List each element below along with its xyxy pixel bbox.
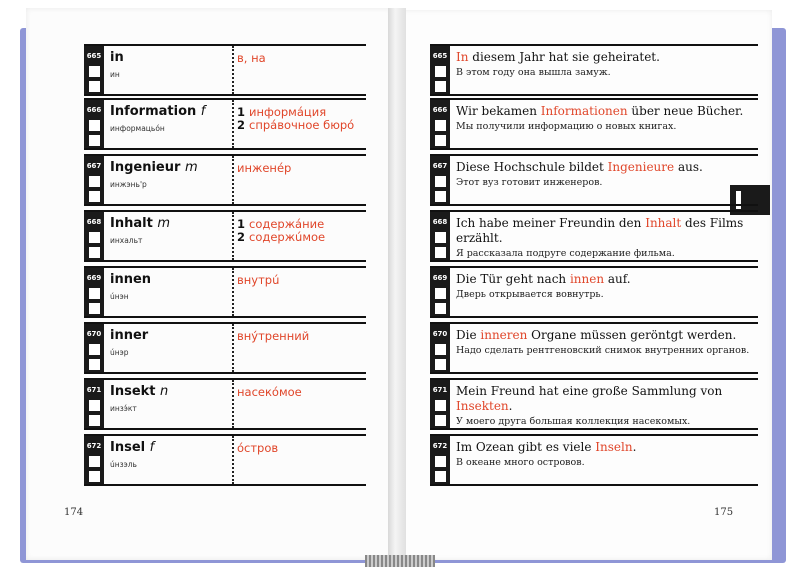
- checkbox[interactable]: [89, 471, 100, 482]
- checkbox[interactable]: [89, 400, 100, 411]
- russian-meaning: [237, 106, 354, 132]
- german-word: innen: [110, 272, 152, 287]
- entry-number-bar: [430, 268, 450, 316]
- checkbox[interactable]: [435, 400, 446, 411]
- russian-sentence: Надо сделать рентгеновский снимок внутренних органов.: [456, 345, 750, 356]
- entry-number-bar: [430, 380, 450, 428]
- word-gender: n: [160, 384, 169, 399]
- dotted-divider: [232, 46, 234, 94]
- russian-sentence: Этот вуз готовит инженеров.: [456, 177, 603, 188]
- checkbox[interactable]: [435, 135, 446, 146]
- checkbox[interactable]: [89, 120, 100, 131]
- german-word: Ingenieur m: [110, 160, 198, 175]
- entry-number: 666: [86, 106, 102, 114]
- book-gutter: [388, 8, 406, 563]
- meaning-line: в, на: [237, 51, 266, 65]
- highlighted-word: Informationen: [540, 104, 628, 118]
- german-sentence: Wir bekamen Informationen über neue Bücher. Мы получили информацию о новых книгах.: [456, 104, 756, 133]
- entry-number-bar: [430, 212, 450, 260]
- german-word: Inhalt m: [110, 216, 170, 231]
- entry-number-bar: [430, 156, 450, 204]
- russian-sentence: В этом году она вышла замуж.: [456, 67, 611, 78]
- entry-number: 671: [432, 386, 448, 394]
- checkbox[interactable]: [435, 303, 446, 314]
- german-word: in: [110, 50, 124, 65]
- entry-number: 668: [86, 218, 102, 226]
- entry-number-bar: [84, 324, 104, 372]
- transliteration: инзэ́кт: [110, 404, 137, 413]
- checkbox[interactable]: [435, 120, 446, 131]
- german-sentence: Die inneren Organe müssen geröntgt werden. Надо сделать рентгеновский снимок внутренних органов.: [456, 328, 756, 357]
- entry-number: 669: [86, 274, 102, 282]
- german-word: inner: [110, 328, 149, 343]
- entry-number-bar: [430, 100, 450, 148]
- meaning-line: внутрú: [237, 273, 280, 287]
- german-word: Information f: [110, 104, 206, 119]
- word-gender: m: [157, 216, 170, 231]
- checkbox[interactable]: [89, 344, 100, 355]
- dotted-divider: [232, 380, 234, 428]
- word-gender: m: [184, 160, 198, 175]
- checkbox[interactable]: [435, 415, 446, 426]
- highlighted-word: In: [456, 50, 469, 64]
- example-entry: [430, 378, 758, 430]
- dotted-divider: [232, 436, 234, 484]
- transliteration: инхальт: [110, 236, 143, 245]
- checkbox[interactable]: [435, 344, 446, 355]
- entry-number-bar: [84, 436, 104, 484]
- entry-number: 671: [86, 386, 102, 394]
- german-sentence: Mein Freund hat eine große Sammlung von Insekten. У моего друга большая коллекция насекомых.: [456, 384, 756, 428]
- vocab-entry: [84, 378, 366, 430]
- vocab-entry: [84, 322, 366, 374]
- transliteration: úнэр: [110, 348, 129, 357]
- german-sentence: Ich habe meiner Freundin den Inhalt des Films erzählt. Я рассказала подруге содержание фильма.: [456, 216, 756, 260]
- vocab-entry: [84, 154, 366, 206]
- highlighted-word: Ingenieure: [607, 160, 675, 174]
- russian-sentence: Дверь открывается вовнутрь.: [456, 289, 604, 300]
- transliteration: úнэн: [110, 292, 129, 301]
- entry-number-bar: [430, 46, 450, 94]
- transliteration: инжэнь'р: [110, 180, 147, 189]
- vocab-entry: [84, 210, 366, 262]
- example-entry: [430, 210, 758, 262]
- vocab-entry: [84, 44, 366, 96]
- russian-sentence: В океане много островов.: [456, 457, 585, 468]
- dotted-divider: [232, 156, 234, 204]
- checkbox[interactable]: [89, 359, 100, 370]
- meaning-line: инженéр: [237, 161, 292, 175]
- word-gender: f: [200, 104, 206, 119]
- example-entry: [430, 154, 758, 206]
- entry-number: 672: [432, 442, 448, 450]
- meaning-line: 1 информáция: [237, 105, 327, 119]
- example-entry: [430, 266, 758, 318]
- checkbox[interactable]: [435, 359, 446, 370]
- entry-number-bar: [430, 324, 450, 372]
- entry-number: 665: [432, 52, 448, 60]
- german-sentence: In diesem Jahr hat sie geheiratet. В этом году она вышла замуж.: [456, 50, 756, 79]
- entry-number-bar: [84, 100, 104, 148]
- vocab-entry: [84, 98, 366, 150]
- checkbox[interactable]: [89, 232, 100, 243]
- german-sentence: Im Ozean gibt es viele Inseln. В океане много островов.: [456, 440, 756, 469]
- german-word: Insel f: [110, 440, 155, 455]
- checkbox[interactable]: [89, 66, 100, 77]
- highlighted-word: innen: [569, 272, 605, 286]
- transliteration: úнзэль: [110, 460, 137, 469]
- highlighted-word: inneren: [480, 328, 528, 342]
- example-entry: [430, 434, 758, 486]
- highlighted-word: Inseln: [595, 440, 633, 454]
- vocab-entry: [84, 266, 366, 318]
- russian-meaning: [237, 52, 266, 65]
- checkbox[interactable]: [435, 471, 446, 482]
- meaning-line: 1 содержáние: [237, 217, 325, 231]
- dotted-divider: [232, 100, 234, 148]
- entry-number-bar: [84, 380, 104, 428]
- checkbox[interactable]: [89, 176, 100, 187]
- entry-number: 669: [432, 274, 448, 282]
- entry-number-bar: [84, 46, 104, 94]
- checkbox[interactable]: [435, 191, 446, 202]
- checkbox[interactable]: [89, 303, 100, 314]
- russian-sentence: Я рассказала подруге содержание фильма.: [456, 248, 675, 259]
- german-sentence: Diese Hochschule bildet Ingenieure aus. Этот вуз готовит инженеров.: [456, 160, 756, 189]
- entry-number: 668: [432, 218, 448, 226]
- checkbox[interactable]: [435, 456, 446, 467]
- checkbox[interactable]: [435, 81, 446, 92]
- checkbox[interactable]: [89, 135, 100, 146]
- german-word: Insekt n: [110, 384, 169, 399]
- meaning-line: 2 спрáвочное бюрó: [237, 118, 355, 132]
- russian-meaning: [237, 274, 279, 287]
- russian-meaning: [237, 386, 302, 399]
- german-sentence: Die Tür geht nach innen auf. Дверь открывается вовнутрь.: [456, 272, 756, 301]
- entry-number: 670: [86, 330, 102, 338]
- entry-number-bar: [84, 156, 104, 204]
- example-entry: [430, 98, 758, 150]
- dotted-divider: [232, 324, 234, 372]
- entry-number-bar: [84, 212, 104, 260]
- entry-number: 672: [86, 442, 102, 450]
- meaning-line: óстров: [237, 441, 279, 455]
- transliteration: информацьóн: [110, 124, 165, 133]
- checkbox[interactable]: [89, 288, 100, 299]
- highlighted-word: Inhalt: [645, 216, 682, 230]
- russian-meaning: [237, 218, 325, 244]
- entry-number-bar: [430, 436, 450, 484]
- entry-number-bar: [84, 268, 104, 316]
- entry-number: 667: [86, 162, 102, 170]
- russian-sentence: У моего друга большая коллекция насекомых.: [456, 416, 691, 427]
- right-page-number: 175: [714, 507, 734, 518]
- entry-number: 667: [432, 162, 448, 170]
- checkbox[interactable]: [89, 415, 100, 426]
- russian-meaning: [237, 442, 278, 455]
- entry-number: 665: [86, 52, 102, 60]
- checkbox[interactable]: [89, 247, 100, 258]
- example-entry: [430, 44, 758, 96]
- example-entry: [430, 322, 758, 374]
- checkbox[interactable]: [435, 66, 446, 77]
- dotted-divider: [232, 268, 234, 316]
- checkbox[interactable]: [89, 191, 100, 202]
- russian-meaning: [237, 330, 309, 343]
- dotted-divider: [232, 212, 234, 260]
- meaning-line: 2 содержúмое: [237, 230, 326, 244]
- entry-number: 666: [432, 106, 448, 114]
- checkbox[interactable]: [435, 288, 446, 299]
- left-page-number: 174: [64, 507, 84, 518]
- checkbox[interactable]: [89, 81, 100, 92]
- meaning-line: внýтренний: [237, 329, 310, 343]
- transliteration: ин: [110, 70, 120, 79]
- word-gender: f: [149, 440, 155, 455]
- meaning-line: насекóмое: [237, 385, 302, 399]
- book-spine-binding: [365, 555, 435, 567]
- checkbox[interactable]: [89, 456, 100, 467]
- highlighted-word: Insekten: [456, 399, 509, 413]
- entry-number: 670: [432, 330, 448, 338]
- russian-sentence: Мы получили информацию о новых книгах.: [456, 121, 677, 132]
- vocab-entry: [84, 434, 366, 486]
- russian-meaning: [237, 162, 291, 175]
- checkbox[interactable]: [435, 232, 446, 243]
- checkbox[interactable]: [435, 247, 446, 258]
- checkbox[interactable]: [435, 176, 446, 187]
